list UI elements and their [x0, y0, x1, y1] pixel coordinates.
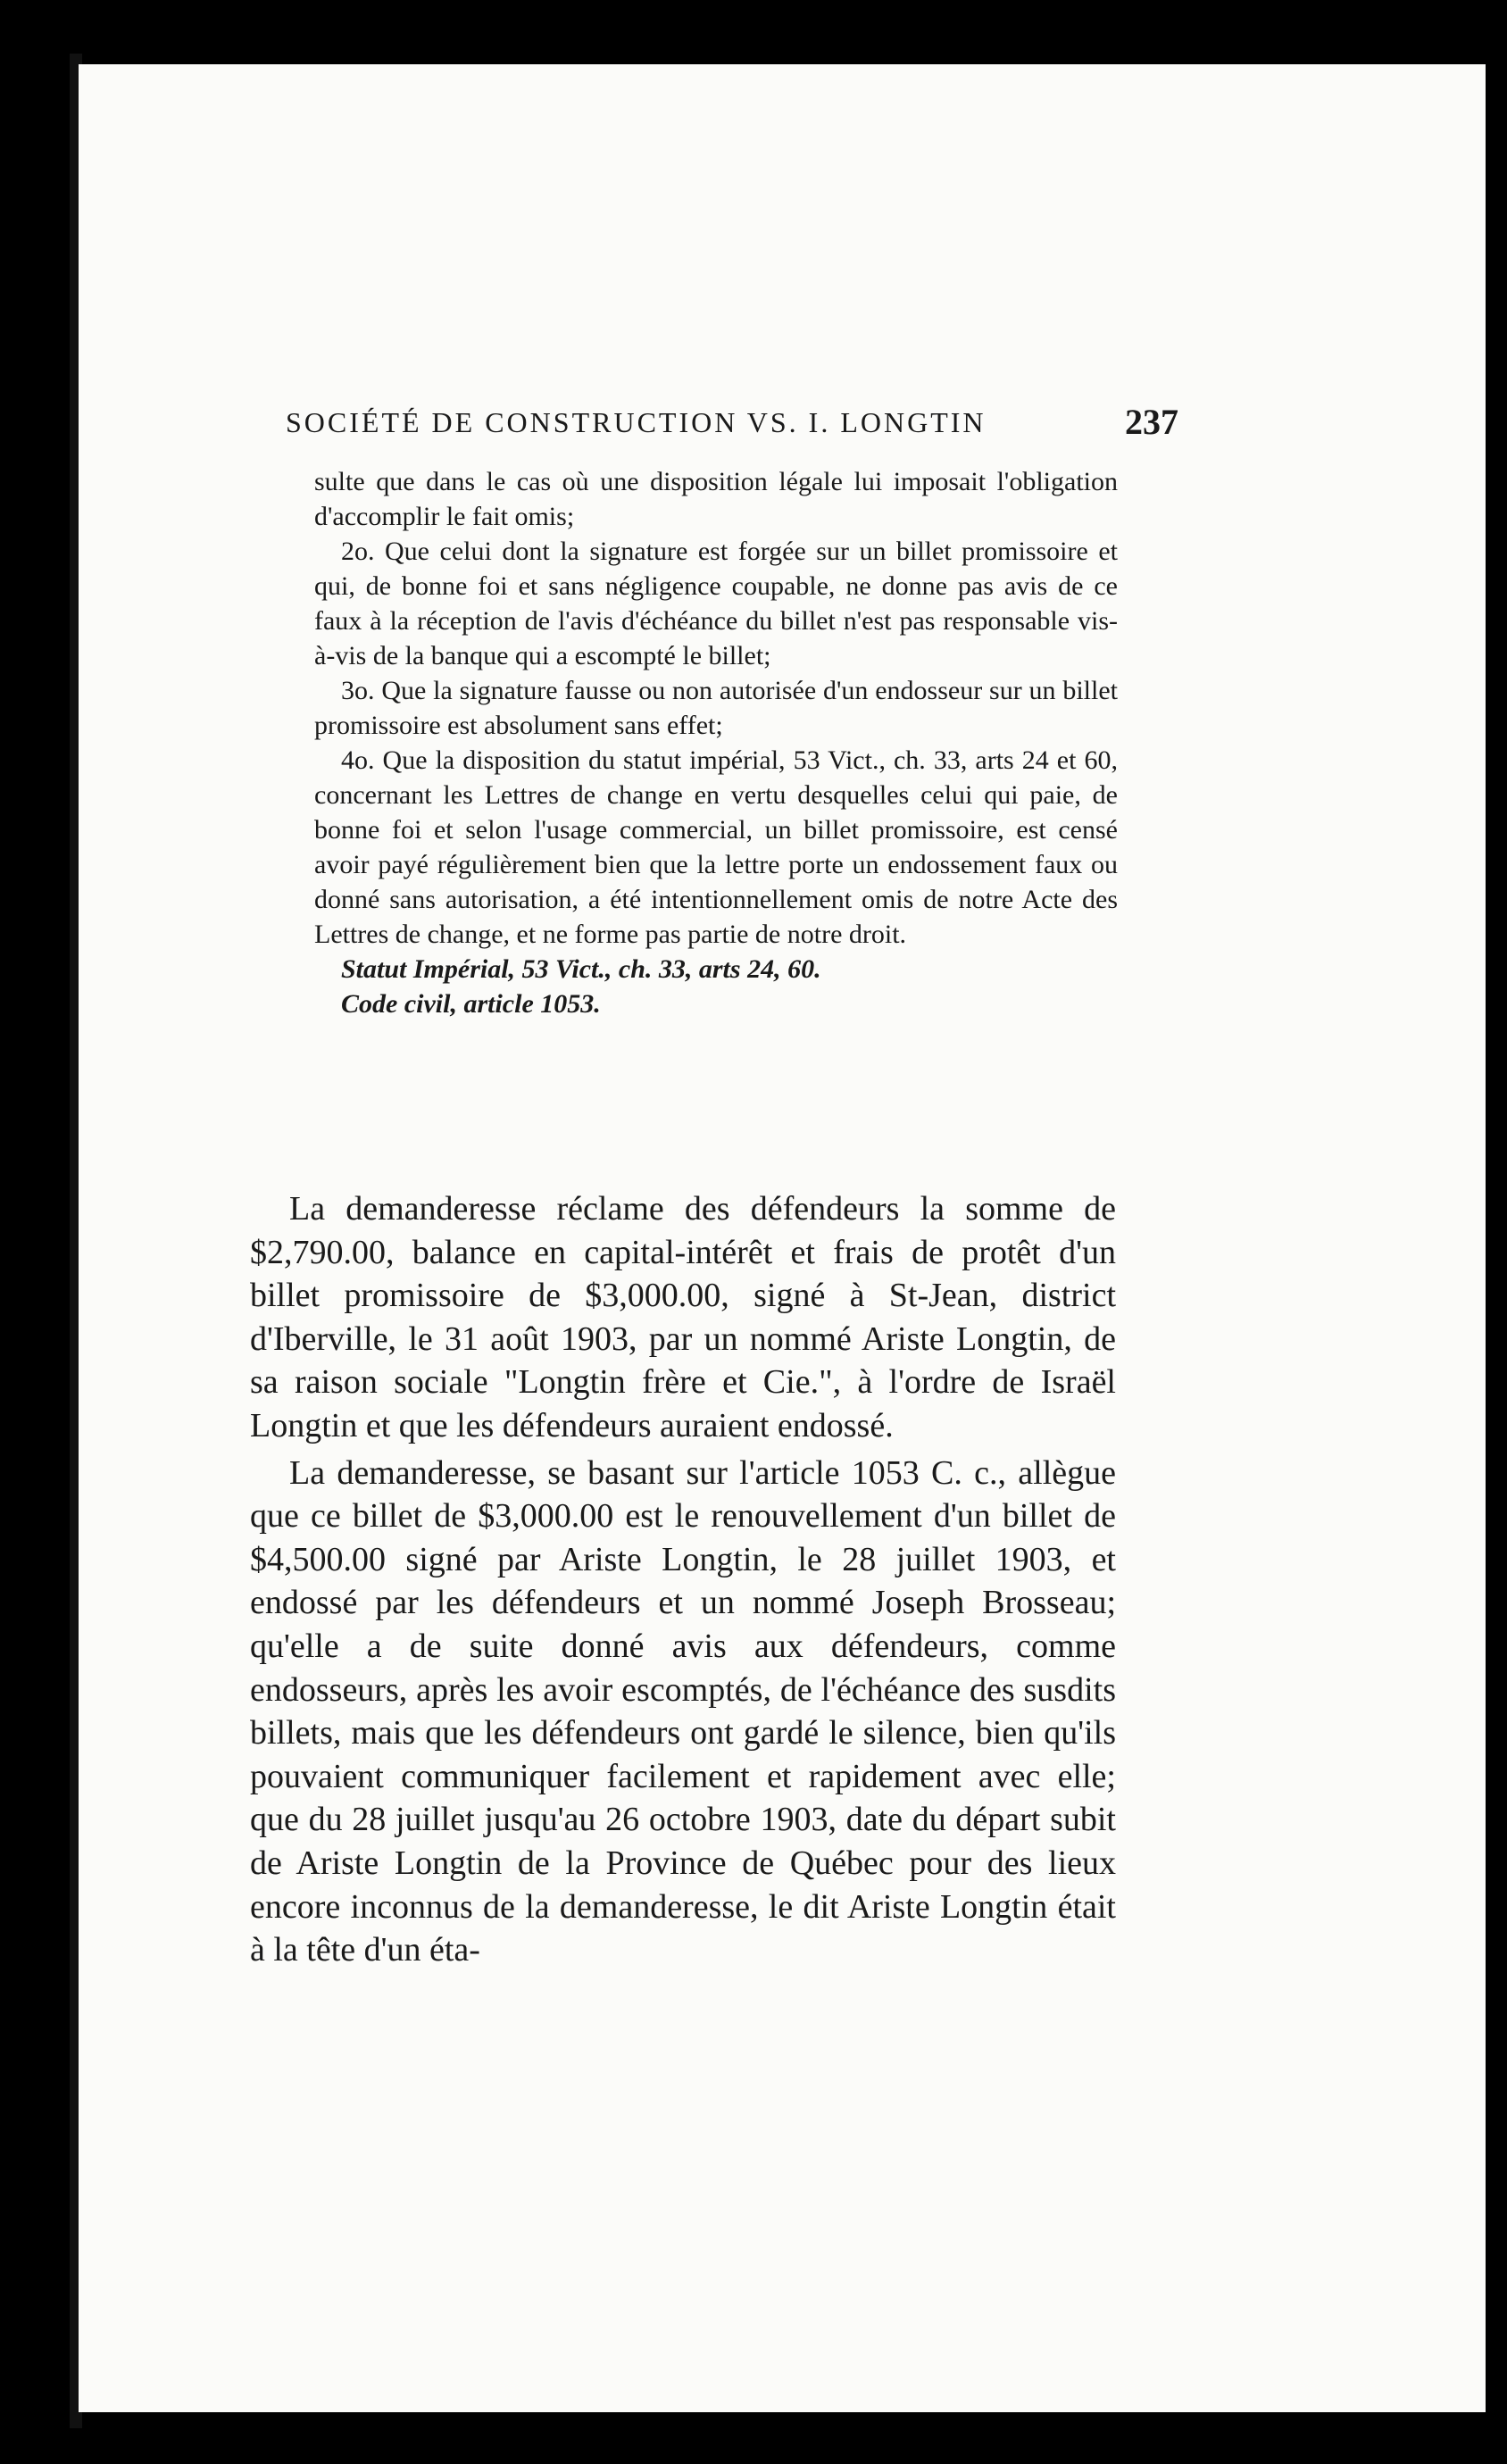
judgment-body — [250, 1187, 1116, 1972]
summary-paragraph-4: 4o. Que la disposition du statut impérial, 53 Vict., ch. 33, arts 24 et 60, concernant les Lettres de change en vertu desquelles celui qui paie, de bonne foi et selon l'usage commercial, un billet promissoire, est censé avoir payé régulièrement bien que la lettre porte un endossement faux ou donné sans autorisation, a été intentionnellement omis de notre Acte des Lettres de change, et ne forme pas partie de notre droit. — [314, 745, 1118, 949]
summary-paragraph-3: 3o. Que la signature fausse ou non autorisée d'un endosseur sur un billet promissoire est absolument sans effet; — [314, 676, 1118, 740]
citation-code: Code civil, article 1053. — [341, 989, 601, 1019]
running-title: SOCIÉTÉ DE CONSTRUCTION VS. I. LONGTIN — [286, 406, 987, 438]
running-header — [286, 402, 1178, 451]
body-paragraph-1: La demanderesse réclame des défendeurs la somme de $2,790.00, balance en capital-intérêt et frais de protêt d'un billet promissoire de $3,000.00, signé à St-Jean, district d'Iberville, le 31 août 1903, par un nommé Ariste Longtin, de sa raison sociale "Longtin frère et Cie.", à l'ordre de Israël Longtin et que les défendeurs auraient endossé. — [250, 1190, 1116, 1444]
summary-paragraph-1: sulte que dans le cas où une disposition légale lui imposait l'obligation d'accomplir le fait omis; — [314, 467, 1118, 531]
page-number: 237 — [1125, 402, 1178, 442]
citation-statute: Statut Impérial, 53 Vict., ch. 33, arts 24, 60. — [341, 954, 821, 984]
body-paragraph-2: La demanderesse, se basant sur l'article 1053 C. c., allègue que ce billet de $3,000.00 est le renouvellement d'un billet de $4,500.00 signé par Ariste Longtin, le 28 juillet 1903, et endossé par les défendeurs et un nommé Joseph Brosseau; qu'elle a de suite donné avis aux défendeurs, comme endosseurs, après les avoir escomptés, de l'échéance des susdits billets, mais que les défendeurs ont gardé le silence, bien qu'ils pouvaient communiquer facilement et rapidement avec elle; que du 28 juillet jusqu'au 26 octobre 1903, date du départ subit de Ariste Longtin de la Province de Québec pour des lieux encore inconnus de la demanderesse, le dit Ariste Longtin était à la tête d'un éta- — [250, 1453, 1116, 1969]
case-summary — [314, 464, 1118, 1021]
summary-paragraph-2: 2o. Que celui dont la signature est forgée sur un billet promissoire et qui, de bonne foi et sans négligence coupable, ne donne pas avis de ce faux à la réception de l'avis d'échéance du billet n'est pas responsable vis-à-vis de la banque qui a escompté le billet; — [314, 537, 1118, 670]
